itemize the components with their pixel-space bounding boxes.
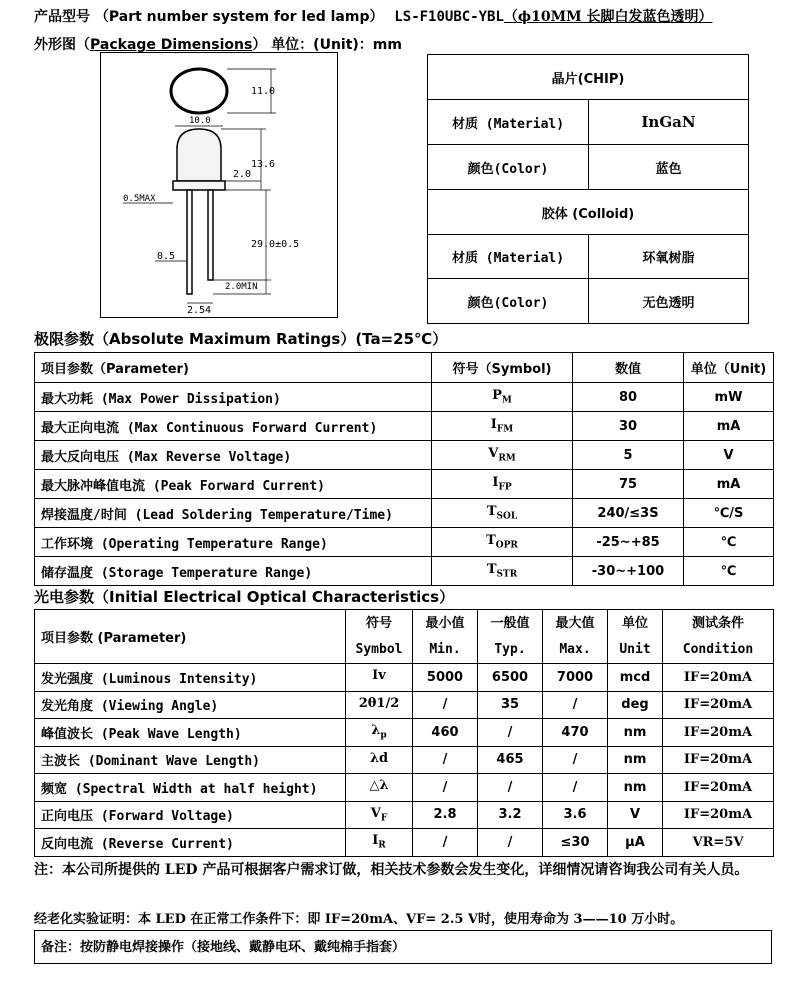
- package-line: [34, 34, 402, 54]
- chip-title: 晶片(CHIP): [428, 55, 749, 100]
- eoc-header-symbol-en: Symbol: [355, 641, 403, 657]
- eoc-cond: IF=20mA: [663, 664, 774, 692]
- note-aging: 经老化实验证明：本 LED 在正常工作条件下：即 IF=20mA、VF= 2.5 V时，使用寿命为 3——10 万小时。: [34, 912, 684, 927]
- table-row: [35, 441, 774, 470]
- eoc-header-cond-en: Condition: [682, 641, 754, 657]
- amr-unit: ℃: [684, 528, 774, 557]
- chip-color-label: 颜色(Color): [428, 145, 589, 190]
- amr-symbol-sub: OPR: [495, 540, 518, 551]
- amr-symbol-sub: SOL: [496, 511, 518, 522]
- eoc-symbol-main: λ: [371, 723, 381, 739]
- dim-11: 11.0: [251, 86, 276, 97]
- eoc-symbol-main: 2θ1/2: [358, 695, 400, 711]
- table-row: [428, 100, 749, 145]
- eoc-cond: IF=20mA: [663, 719, 774, 747]
- amr-symbol-sub: M: [501, 395, 512, 406]
- eoc-max: /: [543, 774, 608, 802]
- colloid-material-label: 材质 (Material): [428, 235, 589, 279]
- eoc-typ: /: [478, 719, 543, 747]
- eoc-min: 5000: [413, 664, 478, 692]
- table-row: [428, 279, 749, 324]
- table-row: [35, 774, 774, 802]
- amr-symbol: [432, 528, 573, 557]
- amr-symbol-main: I: [490, 417, 497, 433]
- amr-unit: mW: [684, 383, 774, 412]
- table-row: [428, 235, 749, 279]
- eoc-header-param: 项目参数 (Parameter): [35, 610, 346, 664]
- eoc-param: 峰值波长 (Peak Wave Length): [35, 719, 346, 747]
- amr-symbol: [432, 557, 573, 586]
- model-label: 产品型号: [34, 9, 90, 25]
- eoc-header-symbol-cn: 符号: [365, 615, 392, 631]
- eoc-header-cond: [663, 610, 774, 664]
- chip-table: [427, 54, 749, 324]
- dim-10: 10.0: [189, 116, 211, 126]
- amr-symbol: [432, 383, 573, 412]
- eoc-symbol: [346, 774, 413, 802]
- table-row: [35, 499, 774, 528]
- eoc-unit: mcd: [608, 664, 663, 692]
- eoc-min: /: [413, 746, 478, 774]
- eoc-param: 正向电压 (Forward Voltage): [35, 801, 346, 829]
- table-row: [428, 55, 749, 100]
- amr-value: 80: [573, 383, 684, 412]
- amr-symbol: [432, 441, 573, 470]
- paren-close: ）: [252, 37, 267, 53]
- amr-table: [34, 352, 774, 586]
- amr-symbol-sub: RM: [498, 453, 516, 464]
- paren-open: （: [76, 37, 90, 53]
- eoc-symbol: [346, 664, 413, 692]
- table-row: [35, 383, 774, 412]
- package-label: 外形图: [34, 37, 76, 53]
- amr-body: [35, 383, 774, 586]
- colloid-color-label: 颜色(Color): [428, 279, 589, 324]
- package-drawing: [100, 52, 338, 318]
- eoc-typ: /: [478, 829, 543, 857]
- amr-symbol-main: T: [486, 562, 497, 578]
- eoc-table: [34, 609, 774, 857]
- eoc-symbol-sub: p: [380, 731, 387, 742]
- amr-param: 最大正向电流 (Max Continuous Forward Current): [35, 412, 432, 441]
- amr-symbol-main: V: [488, 446, 499, 462]
- led-top-view: [171, 69, 227, 113]
- model-en: （Part number system for led lamp）: [94, 9, 384, 25]
- eoc-header-min-cn: 最小值: [425, 615, 465, 631]
- amr-symbol-main: T: [486, 504, 497, 520]
- amr-value: 75: [573, 470, 684, 499]
- eoc-header-unit-cn: 单位: [621, 615, 648, 631]
- amr-header-unit: 单位（Unit): [684, 353, 774, 383]
- unit-label: 单位：(Unit)：mm: [271, 37, 402, 53]
- amr-param: 储存温度 (Storage Temperature Range): [35, 557, 432, 586]
- amr-symbol-sub: FP: [498, 482, 512, 493]
- amr-unit: mA: [684, 412, 774, 441]
- eoc-max: 7000: [543, 664, 608, 692]
- eoc-header-typ-en: Typ.: [494, 641, 526, 657]
- colloid-color-value: 无色透明: [589, 279, 749, 324]
- table-row: [35, 610, 774, 664]
- eoc-unit: nm: [608, 746, 663, 774]
- table-row: [428, 145, 749, 190]
- table-row: [35, 557, 774, 586]
- chip-material-value: InGaN: [589, 100, 749, 145]
- table-row: [35, 829, 774, 857]
- eoc-min: 2.8: [413, 801, 478, 829]
- led-drawing-svg: [101, 53, 337, 317]
- eoc-param: 发光强度 (Luminous Intensity): [35, 664, 346, 692]
- led-lead-left: [187, 190, 192, 294]
- eoc-param: 频宽 (Spectral Width at half height): [35, 774, 346, 802]
- amr-header-param: 项目参数（Parameter): [35, 353, 432, 383]
- table-row: [35, 746, 774, 774]
- led-flange: [173, 181, 225, 190]
- amr-symbol-main: I: [492, 475, 499, 491]
- model-code: LS-F10UBC-YBL: [394, 9, 504, 25]
- title-line: [34, 6, 712, 26]
- eoc-min: /: [413, 774, 478, 802]
- amr-symbol-sub: FM: [496, 424, 514, 435]
- package-en: Package Dimensions: [90, 37, 253, 53]
- table-row: [35, 719, 774, 747]
- eoc-symbol: [346, 691, 413, 719]
- eoc-unit: V: [608, 801, 663, 829]
- eoc-unit: μA: [608, 829, 663, 857]
- eoc-min: /: [413, 829, 478, 857]
- eoc-min: /: [413, 691, 478, 719]
- amr-symbol: [432, 412, 573, 441]
- eoc-cond: IF=20mA: [663, 691, 774, 719]
- dim-29: 29.0±0.5: [251, 239, 300, 250]
- eoc-max: 3.6: [543, 801, 608, 829]
- colloid-title: 胶体 (Colloid): [428, 190, 749, 235]
- table-row: [35, 528, 774, 557]
- eoc-param: 反向电流 (Reverse Current): [35, 829, 346, 857]
- amr-symbol-sub: STR: [496, 569, 518, 580]
- eoc-symbol-main: I: [372, 833, 379, 849]
- amr-value: 30: [573, 412, 684, 441]
- table-row: [35, 801, 774, 829]
- eoc-header-max-en: Max.: [559, 641, 591, 657]
- dim-136: 13.6: [251, 159, 276, 170]
- eoc-header-cond-cn: 测试条件: [691, 615, 744, 631]
- amr-param: 最大脉冲峰值电流 (Peak Forward Current): [35, 470, 432, 499]
- eoc-typ: 35: [478, 691, 543, 719]
- eoc-symbol-main: △λ: [369, 778, 389, 794]
- dim-254: 2.54: [187, 305, 212, 316]
- table-row: [35, 664, 774, 692]
- amr-unit: mA: [684, 470, 774, 499]
- amr-symbol-main: P: [492, 388, 502, 404]
- dim-05max: 0.5MAX: [123, 194, 156, 204]
- eoc-cond: VR=5V: [663, 829, 774, 857]
- note-custom: 注：本公司所提供的 LED 产品可根据客户需求订做，相关技术参数会发生变化，详细情况请咨询我公司有关人员。: [34, 862, 749, 878]
- note-remark: 备注：按防静电焊接操作（接地线、戴静电环、戴纯棉手指套）: [34, 930, 772, 964]
- eoc-header-min-en: Min.: [429, 641, 461, 657]
- table-row: [35, 691, 774, 719]
- eoc-max: 470: [543, 719, 608, 747]
- amr-param: 焊接温度/时间 (Lead Soldering Temperature/Time): [35, 499, 432, 528]
- eoc-cond: IF=20mA: [663, 801, 774, 829]
- amr-title: 极限参数（Absolute Maximum Ratings）(Ta=25℃）: [34, 330, 448, 348]
- amr-symbol: [432, 470, 573, 499]
- eoc-unit: nm: [608, 719, 663, 747]
- eoc-typ: 3.2: [478, 801, 543, 829]
- eoc-unit: nm: [608, 774, 663, 802]
- eoc-symbol: [346, 719, 413, 747]
- eoc-symbol-main: Iv: [372, 668, 386, 684]
- dim-20: 2.0: [233, 169, 252, 180]
- eoc-unit: deg: [608, 691, 663, 719]
- table-row: [35, 353, 774, 383]
- eoc-param: 发光角度 (Viewing Angle): [35, 691, 346, 719]
- eoc-header-typ-cn: 一般值: [490, 615, 530, 631]
- eoc-body: [35, 664, 774, 857]
- dim-20min: 2.0MIN: [225, 282, 258, 292]
- eoc-header-max: [543, 610, 608, 664]
- eoc-header-min: [413, 610, 478, 664]
- eoc-header-typ: [478, 610, 543, 664]
- table-row: [35, 412, 774, 441]
- eoc-header-unit: [608, 610, 663, 664]
- eoc-typ: 6500: [478, 664, 543, 692]
- eoc-header-unit-en: Unit: [619, 641, 651, 657]
- eoc-max: /: [543, 691, 608, 719]
- amr-value: 5: [573, 441, 684, 470]
- amr-unit: V: [684, 441, 774, 470]
- eoc-symbol: [346, 801, 413, 829]
- model-desc: （ϕ10MM 长脚白发蓝色透明）: [503, 9, 713, 25]
- amr-value: -25~+85: [573, 528, 684, 557]
- eoc-min: 460: [413, 719, 478, 747]
- eoc-symbol-sub: R: [378, 841, 386, 852]
- amr-header-value: 数值: [573, 353, 684, 383]
- eoc-header-symbol: [346, 610, 413, 664]
- amr-header-symbol: 符号（Symbol): [432, 353, 573, 383]
- amr-value: -30~+100: [573, 557, 684, 586]
- eoc-title: 光电参数（Initial Electrical Optical Characteristics）: [34, 588, 455, 606]
- amr-value: 240/≤3S: [573, 499, 684, 528]
- table-row: [35, 470, 774, 499]
- amr-param: 工作环境 (Operating Temperature Range): [35, 528, 432, 557]
- eoc-cond: IF=20mA: [663, 746, 774, 774]
- led-body: [177, 129, 221, 181]
- eoc-symbol: [346, 746, 413, 774]
- eoc-max: /: [543, 746, 608, 774]
- amr-symbol: [432, 499, 573, 528]
- amr-param: 最大反向电压 (Max Reverse Voltage): [35, 441, 432, 470]
- amr-param: 最大功耗 (Max Power Dissipation): [35, 383, 432, 412]
- amr-unit: ℃/S: [684, 499, 774, 528]
- chip-material-label: 材质 (Material): [428, 100, 589, 145]
- eoc-cond: IF=20mA: [663, 774, 774, 802]
- table-row: [428, 190, 749, 235]
- eoc-typ: /: [478, 774, 543, 802]
- dim-05: 0.5: [157, 251, 176, 262]
- eoc-symbol-main: V: [370, 805, 381, 821]
- colloid-material-value: 环氧树脂: [589, 235, 749, 279]
- eoc-symbol: [346, 829, 413, 857]
- amr-symbol-main: T: [486, 533, 496, 549]
- eoc-param: 主波长 (Dominant Wave Length): [35, 746, 346, 774]
- eoc-typ: 465: [478, 746, 543, 774]
- eoc-symbol-sub: F: [380, 813, 388, 824]
- eoc-header-max-cn: 最大值: [555, 615, 595, 631]
- chip-color-value: 蓝色: [589, 145, 749, 190]
- amr-unit: ℃: [684, 557, 774, 586]
- eoc-max: ≤30: [543, 829, 608, 857]
- eoc-symbol-main: λd: [369, 750, 389, 766]
